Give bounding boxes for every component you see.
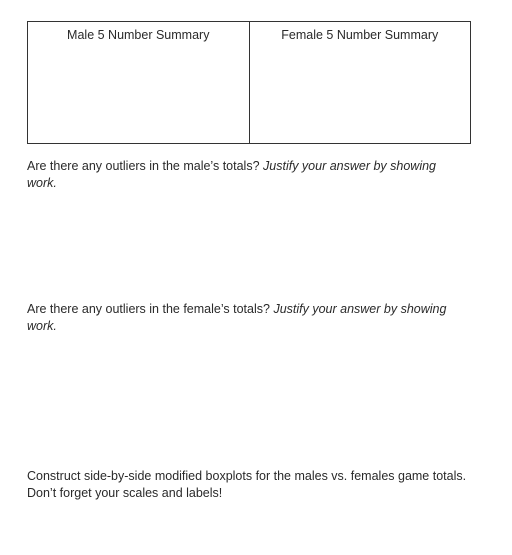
male-summary-header: Male 5 Number Summary — [67, 28, 210, 42]
male-outliers-question-text: Are there any outliers in the male’s totals? — [27, 159, 264, 173]
male-outliers-instruction: Justify your answer by showing work. — [27, 159, 437, 190]
boxplots-question — [27, 468, 467, 502]
female-outliers-instruction: Justify your answer by showing work. — [27, 302, 447, 333]
male-outliers-question — [27, 158, 467, 192]
female-outliers-question-text: Are there any outliers in the female’s totals? — [27, 302, 274, 316]
five-number-summary-table — [27, 21, 471, 144]
boxplots-question-text: Construct side-by-side modified boxplots for the males vs. females game totals. Don’t forget your scales and labels! — [27, 469, 467, 500]
female-summary-cell — [249, 22, 471, 143]
female-summary-header: Female 5 Number Summary — [281, 28, 439, 42]
female-outliers-question — [27, 301, 467, 335]
male-summary-cell — [28, 22, 249, 143]
